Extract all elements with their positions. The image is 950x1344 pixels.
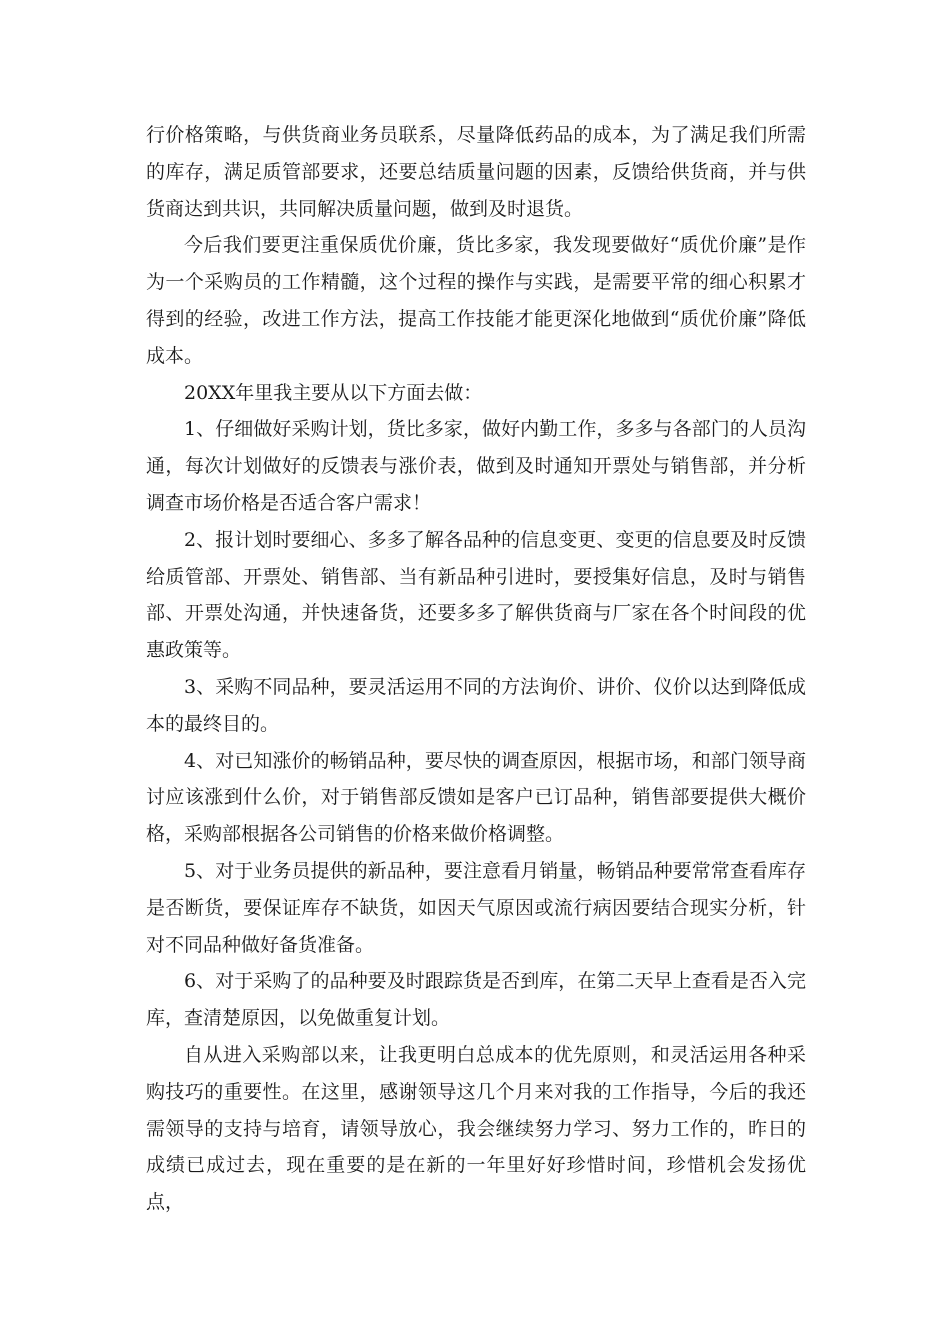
paragraph-4: 1、仔细做好采购计划，货比多家，做好内勤工作，多多与各部门的人员沟通，每次计划做好的反馈表与涨价表，做到及时通知开票处与销售部，并分析调查市场价格是否适合客户需求！ (146, 418, 806, 514)
paragraph-9: 6、对于采购了的品种要及时跟踪货是否到库，在第二天早上查看是否入完库，查清楚原因，以免做重复计划。 (146, 970, 806, 1030)
paragraph-8: 5、对于业务员提供的新品种，要注意看月销量，畅销品种要常常查看库存是否断货，要保证库存不缺货，如因天气原因或流行病因要结合现实分析，针对不同品种做好备货准备。 (146, 859, 806, 956)
paragraph-10: 自从进入采购部以来，让我更明白总成本的优先原则，和灵活运用各种采购技巧的重要性。在这里，感谢领导这几个月来对我的工作指导，今后的我还需领导的支持与培育，请领导放心，我会继续努力学习、努力工作的，昨日的成绩已成过去，现在重要的是在新的一年里好好珍惜时间，珍惜机会发扬优点， (146, 1043, 806, 1214)
paragraph-6: 3、采购不同品种，要灵活运用不同的方法询价、讲价、仪价以达到降低成本的最终目的。 (146, 675, 806, 735)
paragraph-3: 20XX年里我主要从以下方面去做： (184, 381, 483, 404)
paragraph-2: 今后我们要更注重保质优价廉，货比多家，我发现要做好“质优价廉”是作为一个采购员的工作精髓，这个过程的操作与实践，是需要平常的细心积累才得到的经验，改进工作方法，提高工作技能才能更深化地做到“质优价廉”降低成本。 (146, 234, 806, 367)
paragraph-5: 2、报计划时要细心、多多了解各品种的信息变更、变更的信息要及时反馈给质管部、开票处、销售部、当有新品种引进时，要授集好信息，及时与销售部、开票处沟通，并快速备货，还要多多了解供货商与厂家在各个时间段的优惠政策等。 (146, 528, 806, 662)
paragraph-1: 行价格策略，与供货商业务员联系，尽量降低药品的成本，为了满足我们所需的库存，满足质管部要求，还要总结质量问题的因素，反馈给供货商，并与供货商达到共识，共同解决质量问题，做到及时退货。 (146, 124, 806, 220)
paragraph-7: 4、对已知涨价的畅销品种，要尽快的调查原因，根据市场，和部门领导商讨应该涨到什么价，对于销售部反馈如是客户已订品种，销售部要提供大概价格，采购部根据各公司销售的价格来做价格调整。 (146, 749, 806, 846)
document-body (146, 117, 806, 1221)
